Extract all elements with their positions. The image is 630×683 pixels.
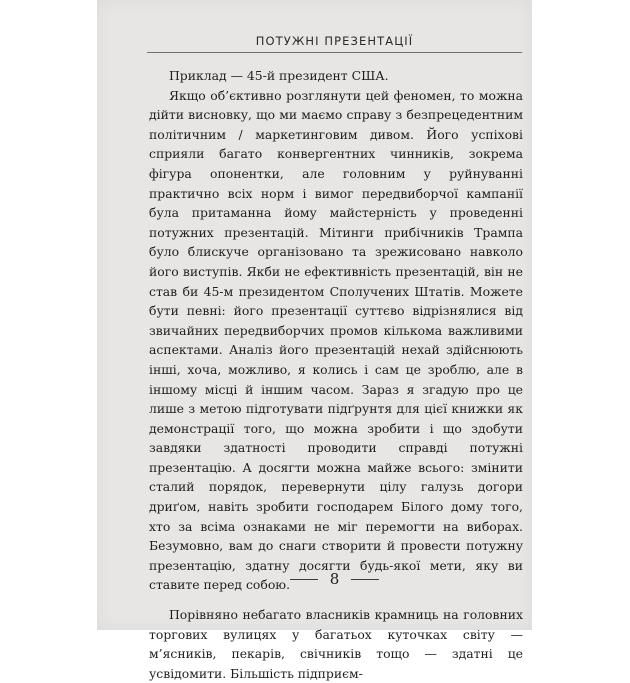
paragraph-shops: Порівняно небагато власників крамниць на головних торгових вулицях у багатьох куточках світу — м’ясників, пекарів, свічників тощо — здатні це усвідомити. Більшість підприєм- (149, 607, 523, 681)
book-page (97, 0, 532, 681)
body-text (149, 66, 523, 683)
page-number: 8 (329, 570, 340, 588)
paragraph-example: Приклад — 45-й президент США. (169, 68, 389, 83)
header-rule (147, 52, 522, 53)
folio-dash-left (290, 579, 318, 580)
paragraph-main: Якщо об’єктивно розглянути цей феномен, то можна дійти висновку, що ми маємо справу з безпрецедентним політичним / маркетинговим дивом. Його успіхові сприяли багато конвергентних чинників, зокрема фігура опонентки, але головним у руйнуванні практично всіх норм і вимог передвиборчої кампанії була притаманна йому майстерність у проведенні потужних презентацій. Мітинги прибічників Трампа було блискуче організовано та зрежисовано навколо його виступів. Якби не ефективність презентацій, він не став би 45-м президентом Сполучених Штатів. Можете бути певні: його презентації суттєво відрізнялися від звичайних передвиборчих промов кількома важливими аспектами. Аналіз його презентацій нехай здійснюють інші, хоча, можливо, я колись і сам це зроблю, але в іншому місці й іншим часом. Зараз я згадую про це лише з метою підготувати підґрунтя для цієї книжки як демонстрації того, що можна зробити і що здобути завдяки здатності проводити справді потужні презентацію. А досягти можна майже всього: змінити сталий порядок, перевернути цілу галузь догори дриґом, навіть зробити господарем Білого дому того, хто за всіма ознаками не міг перемогти на виборах. Безумовно, вам до снаги створити й провести потужну презентацію, здатну досягти будь-якої мети, яку ви ставите перед собою. (149, 87, 523, 593)
page-number-footer (147, 570, 522, 588)
folio-dash-right (351, 579, 379, 580)
running-header: ПОТУЖНІ ПРЕЗЕНТАЦІЇ (255, 34, 414, 48)
